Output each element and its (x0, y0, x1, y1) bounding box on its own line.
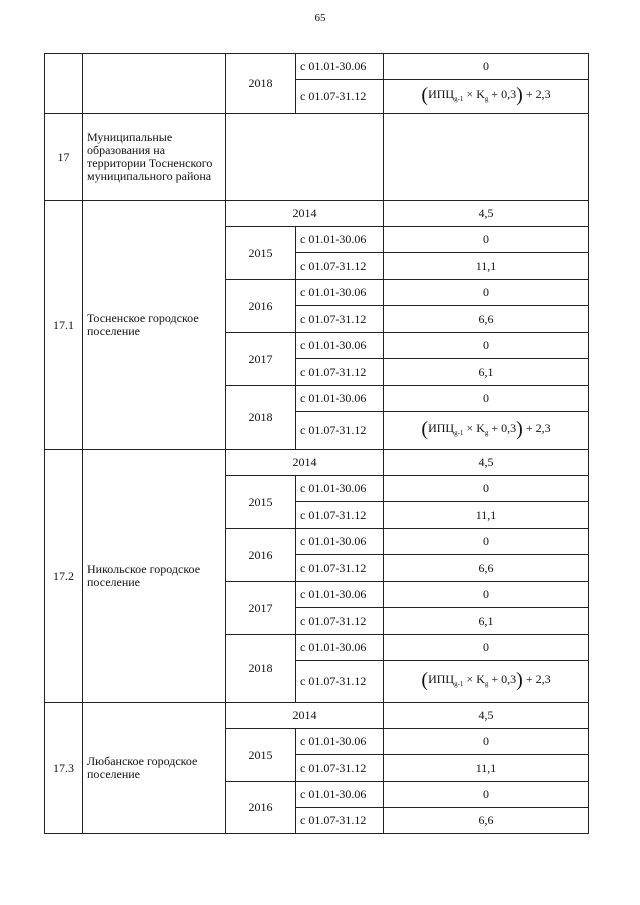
value-cell: 11,1 (384, 502, 589, 529)
year-cell: 2015 (226, 227, 296, 280)
value-cell: 0 (384, 54, 589, 80)
name-cell (83, 54, 226, 114)
value-cell: 0 (384, 227, 589, 253)
value-cell: 0 (384, 280, 589, 306)
name-cell: Никольское городское поселение (83, 450, 226, 703)
period-cell: с 01.07-31.12 (296, 755, 384, 782)
year-cell: 2014 (226, 450, 384, 476)
year-cell: 2015 (226, 729, 296, 782)
formula-cell: $(ИПЦ_{g-1} \times K_g + 0,3) + 2,3$ (384, 412, 589, 450)
period-cell: с 01.07-31.12 (296, 555, 384, 582)
year-cell: 2018 (226, 54, 296, 114)
period-cell: с 01.01-30.06 (296, 782, 384, 808)
period-cell: с 01.01-30.06 (296, 54, 384, 80)
value-cell: 6,6 (384, 306, 589, 333)
period-cell: с 01.01-30.06 (296, 529, 384, 555)
period-cell: с 01.07-31.12 (296, 412, 384, 450)
tariff-table (44, 53, 589, 834)
value-cell: 0 (384, 386, 589, 412)
name-cell: Тосненское городское поселение (83, 201, 226, 450)
empty-cell (384, 114, 589, 201)
period-cell: с 01.07-31.12 (296, 80, 384, 114)
value-cell: 4,5 (384, 450, 589, 476)
number-cell: 17 (45, 114, 83, 201)
name-cell: Муниципальные образования на территории Тосненского муниципального района (83, 114, 226, 201)
value-cell: 11,1 (384, 253, 589, 280)
table-row (45, 201, 589, 227)
period-cell: с 01.01-30.06 (296, 635, 384, 661)
period-cell: с 01.01-30.06 (296, 333, 384, 359)
period-cell: с 01.01-30.06 (296, 582, 384, 608)
period-cell: с 01.01-30.06 (296, 476, 384, 502)
year-cell: 2015 (226, 476, 296, 529)
value-cell: 0 (384, 729, 589, 755)
value-cell: 0 (384, 476, 589, 502)
value-cell: 0 (384, 582, 589, 608)
period-cell: с 01.07-31.12 (296, 608, 384, 635)
value-cell: 0 (384, 333, 589, 359)
page-number: 65 (314, 12, 326, 24)
period-cell: с 01.07-31.12 (296, 306, 384, 333)
value-cell: 0 (384, 635, 589, 661)
year-cell: 2018 (226, 635, 296, 703)
period-cell: с 01.07-31.12 (296, 808, 384, 834)
value-cell: 6,6 (384, 555, 589, 582)
period-cell: с 01.07-31.12 (296, 359, 384, 386)
year-cell: 2016 (226, 280, 296, 333)
table-row (45, 54, 589, 80)
period-cell: с 01.07-31.12 (296, 661, 384, 703)
name-cell: Любанское городское поселение (83, 703, 226, 834)
period-cell: с 01.07-31.12 (296, 502, 384, 529)
value-cell: 4,5 (384, 703, 589, 729)
formula-cell: $(ИПЦ_{g-1} \times K_g + 0,3) + 2,3$ (384, 80, 589, 114)
period-cell: с 01.07-31.12 (296, 253, 384, 280)
period-cell: с 01.01-30.06 (296, 227, 384, 253)
number-cell: 17.1 (45, 201, 83, 450)
year-cell: 2017 (226, 333, 296, 386)
period-cell: с 01.01-30.06 (296, 280, 384, 306)
year-cell: 2017 (226, 582, 296, 635)
number-cell: 17.3 (45, 703, 83, 834)
value-cell: 6,6 (384, 808, 589, 834)
period-cell: с 01.01-30.06 (296, 729, 384, 755)
value-cell: 0 (384, 529, 589, 555)
year-cell: 2016 (226, 782, 296, 834)
year-cell: 2014 (226, 201, 384, 227)
year-cell: 2018 (226, 386, 296, 450)
year-cell: 2016 (226, 529, 296, 582)
value-cell: 4,5 (384, 201, 589, 227)
period-cell: с 01.01-30.06 (296, 386, 384, 412)
value-cell: 6,1 (384, 359, 589, 386)
value-cell: 11,1 (384, 755, 589, 782)
table-row (45, 703, 589, 729)
empty-cell (226, 114, 384, 201)
value-cell: 6,1 (384, 608, 589, 635)
number-cell: 17.2 (45, 450, 83, 703)
table-row (45, 450, 589, 476)
formula-cell: $(ИПЦ_{g-1} \times K_g + 0,3) + 2,3$ (384, 661, 589, 703)
year-cell: 2014 (226, 703, 384, 729)
number-cell (45, 54, 83, 114)
table-row (45, 114, 589, 201)
value-cell: 0 (384, 782, 589, 808)
